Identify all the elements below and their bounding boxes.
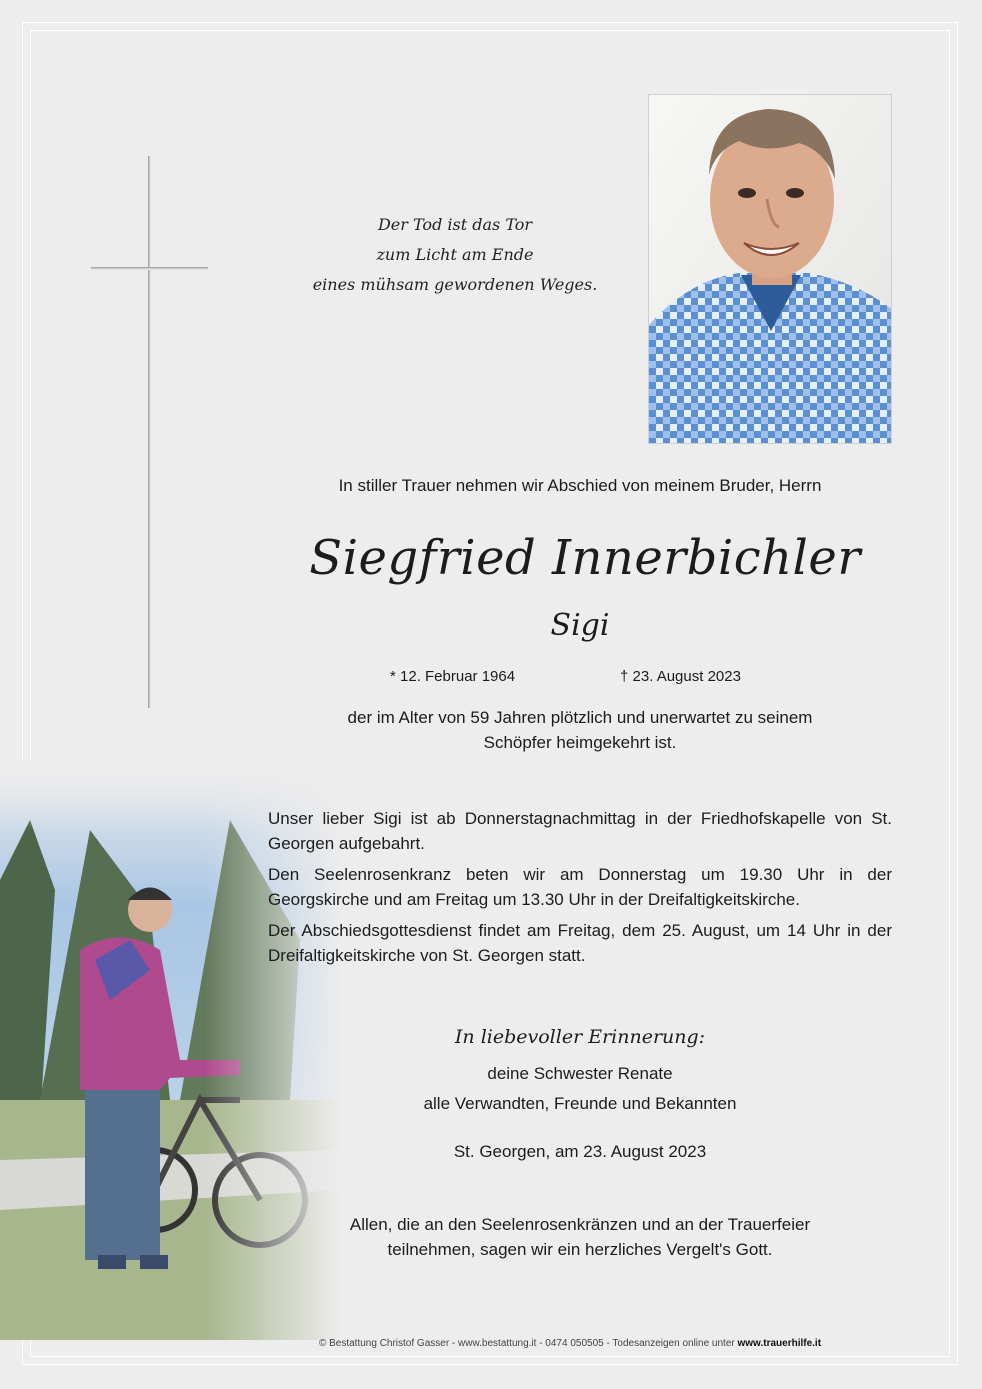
footer-text: © Bestattung Christof Gasser - www.bestattung.it - 0474 050505 - Todesanzeigen online unter (318, 1338, 735, 1349)
age-line-2: Schöpfer heimgekehrt ist. (483, 733, 677, 752)
place-date: St. Georgen, am 23. August 2023 (453, 1142, 707, 1161)
birth-date: * 12. Februar 1964 (390, 668, 516, 685)
cross-icon-vertical (148, 156, 151, 708)
quote-line-2: zum Licht am Ende (376, 245, 534, 264)
funeral-service-paragraph: Der Abschiedsgottesdienst findet am Freitag, dem 25. August, um 14 Uhr in der Dreifaltigkeitskirche von St. Georgen statt. (268, 921, 892, 965)
thanks-line-1: Allen, die an den Seelenrosenkränzen und an der Trauerfeier (349, 1215, 811, 1234)
memory-heading: In liebevoller Erinnerung: (454, 1026, 706, 1048)
intro-text: In stiller Trauer nehmen wir Abschied von meinem Bruder, Herrn (338, 476, 822, 495)
cross-icon-horizontal (91, 267, 208, 270)
thanks-text (270, 1212, 890, 1262)
quote-line-1: Der Tod ist das Tor (377, 215, 533, 234)
quote-line-3: eines mühsam gewordenen Weges. (312, 275, 598, 294)
mourner-sister: deine Schwester Renate (487, 1064, 673, 1083)
age-line-1: der im Alter von 59 Jahren plötzlich und unerwartet zu seinem (347, 708, 813, 727)
footer (200, 1338, 940, 1349)
thanks-line-2: teilnehmen, sagen wir ein herzliches Vergelt's Gott. (387, 1240, 773, 1259)
rosary-paragraph: Den Seelenrosenkranz beten wir am Donnerstag um 19.30 Uhr in der Georgskirche und am Freitag um 13.30 Uhr in der Dreifaltigkeitskirche. (268, 865, 892, 909)
deceased-nickname: Sigi (550, 608, 610, 643)
deceased-name: Siegfried Innerbichler (309, 530, 861, 586)
footer-link[interactable]: www.trauerhilfe.it (737, 1338, 822, 1349)
portrait-image (649, 95, 892, 444)
mourner-relatives: alle Verwandten, Freunde und Bekannten (423, 1094, 737, 1113)
lying-in-state-paragraph: Unser lieber Sigi ist ab Donnerstagnachmittag in der Friedhofskapelle von St. Georgen aufgebahrt. (268, 809, 892, 853)
death-date: † 23. August 2023 (620, 668, 741, 685)
memorial-quote (300, 210, 610, 300)
age-statement (270, 705, 890, 755)
portrait-photo (648, 94, 892, 444)
